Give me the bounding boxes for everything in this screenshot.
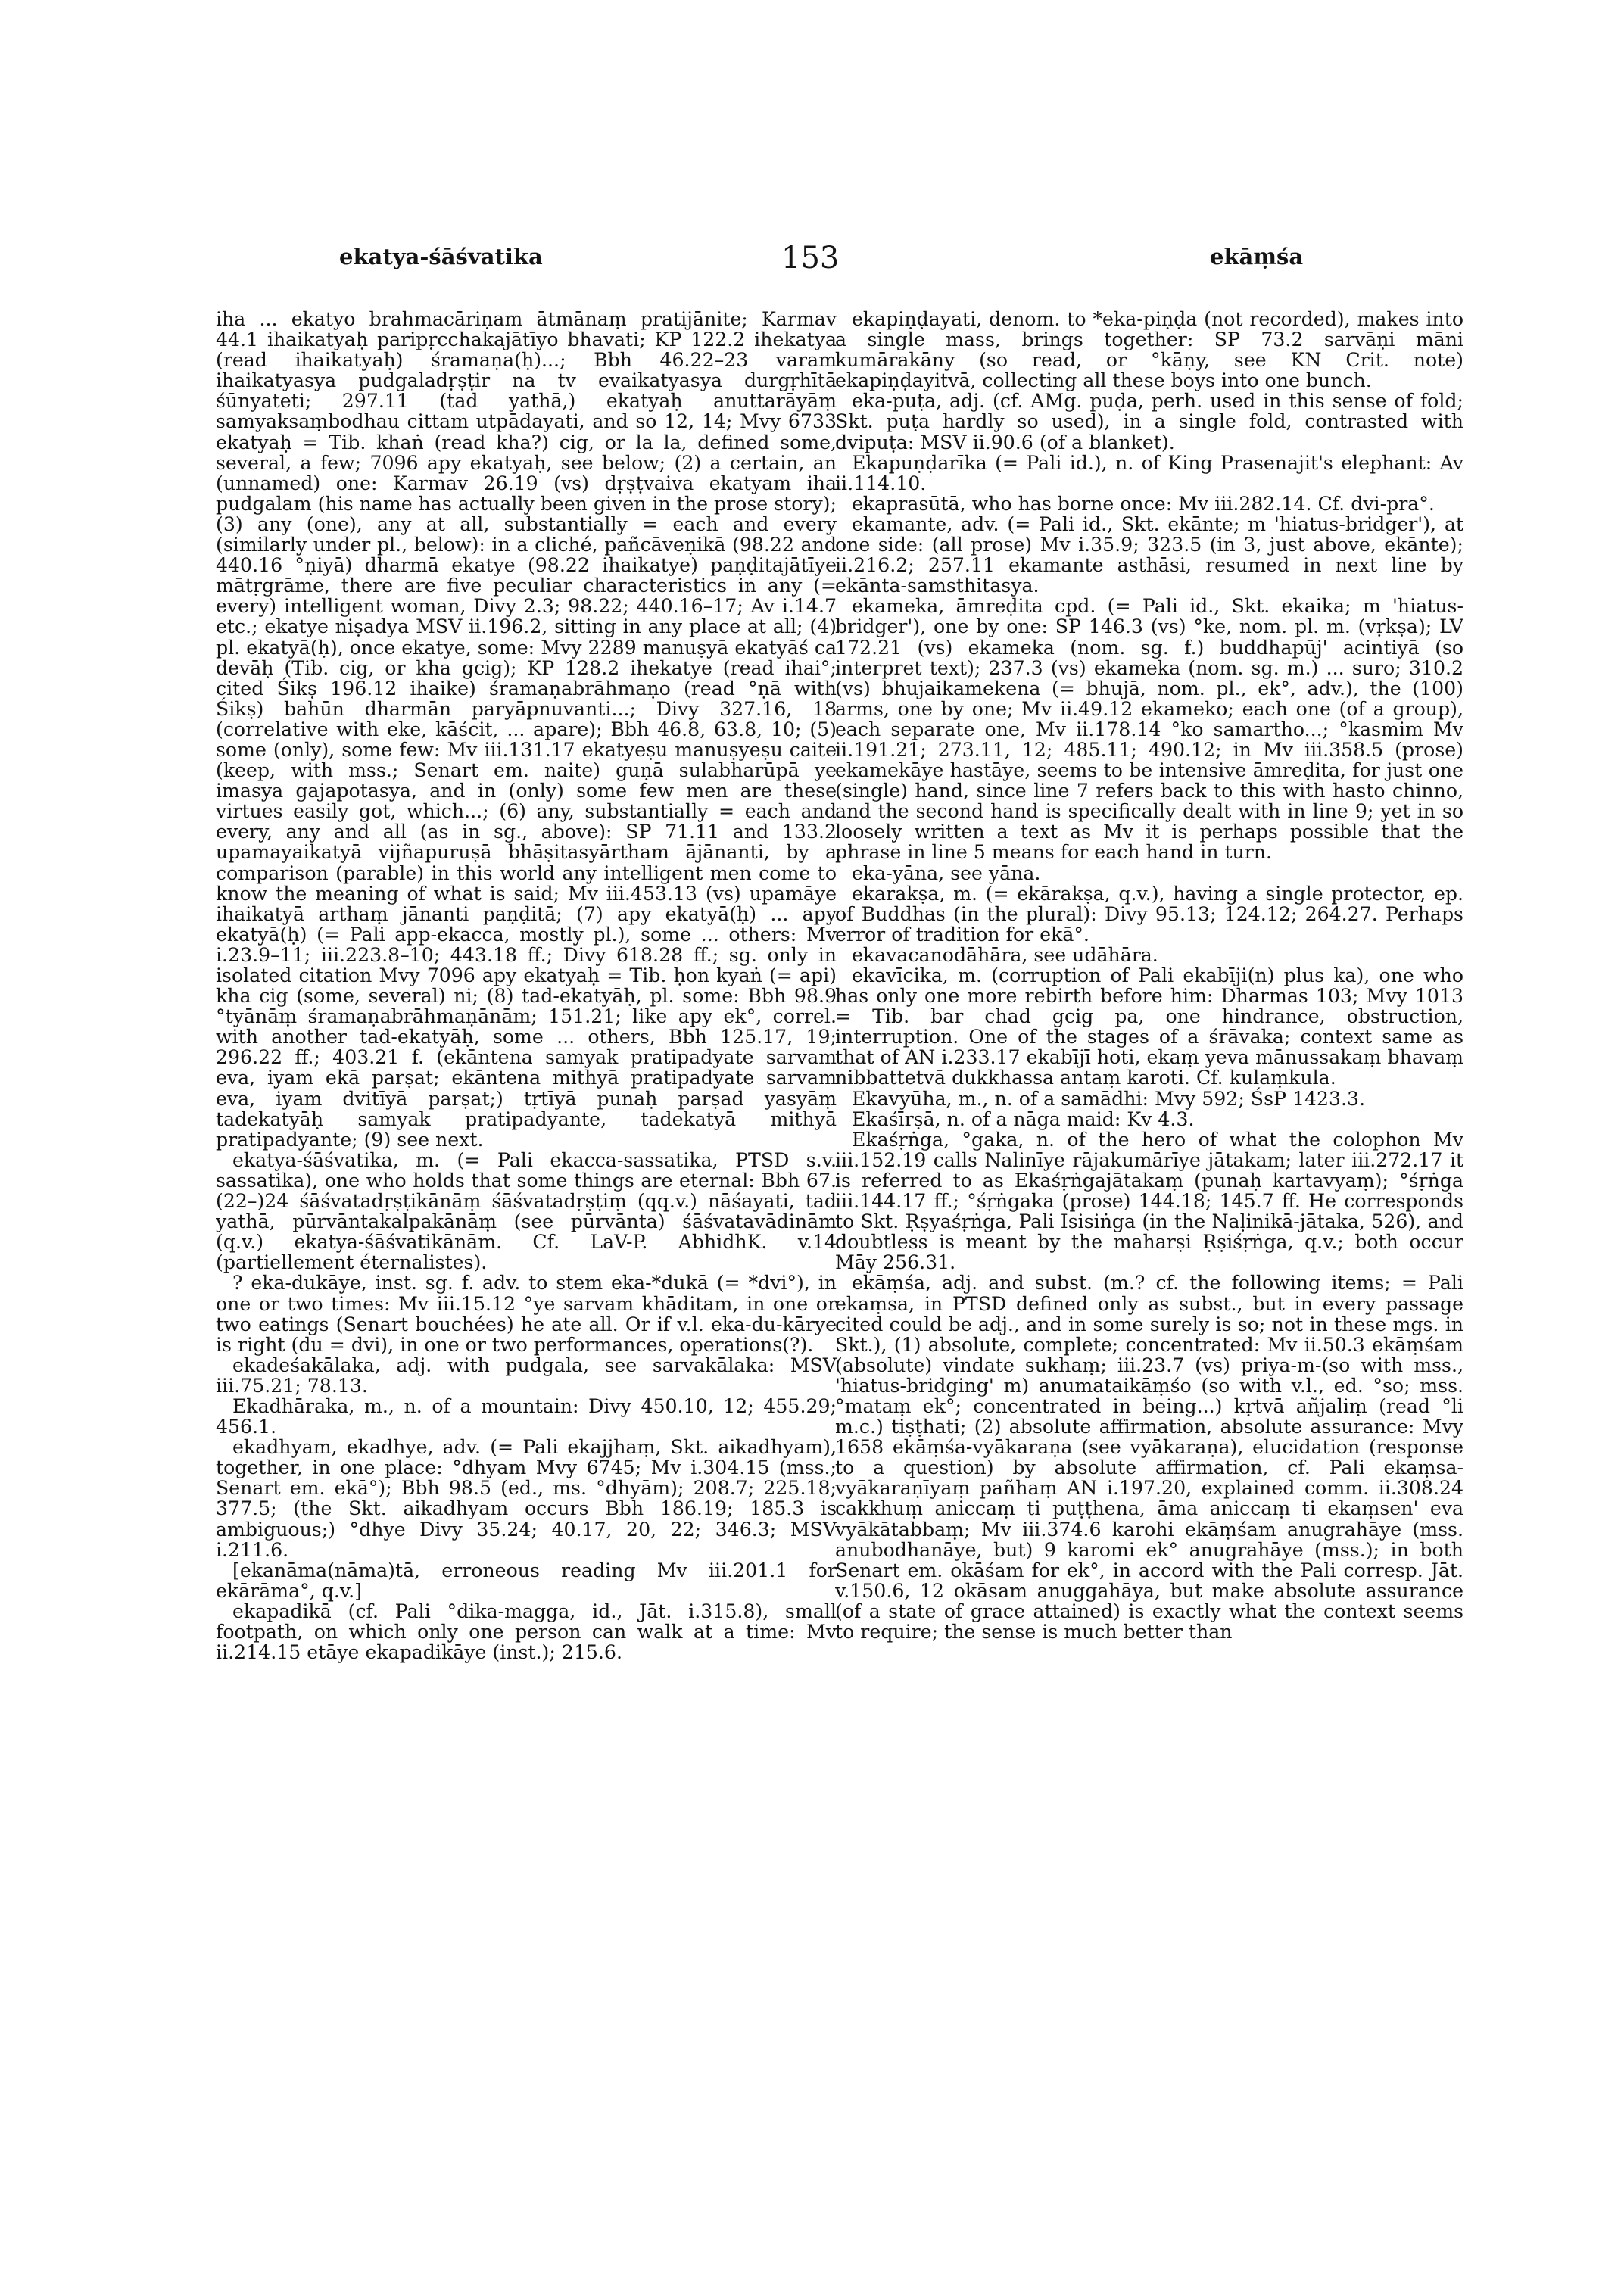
dictionary-entry: iha ... ekatyo brahmacāriṇam ātmānaṃ pratijānite; Karmav 44.1 ihaikatyaḥ paripṛcchakajātīyo bhavati; KP 122.2 ihekatya (read ihaikatyaḥ) śramaṇa(ḥ)...; Bbh 46.22–23 varam ihaikatyasya pudgaladṛṣṭir na tv evaikatyasya durgṛhītā śūnyateti; 297.11 (tad yathā,) ekatyaḥ anuttarāyāṃ samyaksaṃbodhau cittam utpādayati, and so 12, 14; Mvy 6733 ekatyaḥ = Tib. khaṅ (read kha?) cig, or la la, defined some, several, a few; 7096 apy ekatyaḥ, see below; (2) a certain, an (unnamed) one: Karmav 26.19 (vs) dṛṣṭvaiva ekatyam iha pudgalam (his name has actually been given in the prose story); (3) any (one), any at all, substantially = each and every (similarly under pl., below): in a cliché, pañcāveṇikā (98.22 and 440.16 °ṇiyā) dharmā ekatye (98.22 ihaikatye) paṇḍitajātīye mātṛgrāme, there are five peculiar characteristics in any (= every) intelligent woman, Divy 2.3; 98.22; 440.16–17; Av i.14.7 etc.; ekatye niṣadya MSV ii.196.2, sitting in any place at all; (4) pl. ekatyā(ḥ), once ekatye, some: Mvy 2289 manuṣyā ekatyāś ca devāḥ (Tib. cig, or kha gcig); KP 128.2 ihekatye (read ihai°; cited Śikṣ 196.12 ihaike) śramaṇabrāhmaṇo (read °ṇā with Śikṣ) bahūn dharmān paryāpnuvanti...; Divy 327.16, 18 (correlative with eke, kāścit, ... apare); Bbh 46.8, 63.8, 10; (5) some (only), some few: Mv iii.131.17 ekatyeṣu manuṣyeṣu caite (keep, with mss.; Senart em. naite) guṇā sulabharūpā ye imasya gajapotasya, and in (only) some few men are these virtues easily got, which...; (6) any, substantially = each and every, any and all (as in sg., above): SP 71.11 and 133.2 upamayaikatyā vijñapuruṣā bhāṣitasyārtham ājānanti, by a comparison (parable) in this world any intelligent men come to know the meaning of what is said; Mv iii.453.13 (vs) upamāye ihaikatyā arthaṃ jānanti paṇḍitā; (7) apy ekatyā(ḥ) ... apy ekatyā(ḥ) (= Pali app-ekacca, mostly pl.), some ... others: Mv i.23.9–11; iii.223.8–10; 443.18 ff.; Divy 618.28 ff.; sg. only in isolated citation Mvy 7096 apy ekatyaḥ = Tib. ḥon kyaṅ (= api) kha cig (some, several) ni; (8) tad-ekatyāḥ, pl. some: Bbh 98.9 °tyānāṃ śramaṇabrāhmaṇānām; 151.21; like apy ek°, correl. with another tad-ekatyāḥ, some ... others, Bbh 125.17, 19; 296.22 ff.; 403.21 f. (ekāntena samyak pratipadyate sarvam eva, iyam ekā parṣat; ekāntena mithyā pratipadyate sarvam eva, iyam dvitīyā parṣat;) tṛtīyā punaḥ parṣad yasyāṃ tadekatyāḥ samyak pratipadyante, tadekatyā mithyā pratipadyante; (9) see next. <box>216 309 837 1151</box>
dictionary-entry: ekāṃśa, adj. and subst. (m.? cf. the following items; = Pali ekaṃsa, in PTSD defined only as subst., but in every passage cited could be adj., and in some surely is so; not in these mgs. in Skt.), (1) absolute, complete; concentrated: Mv ii.50.3 ekāṃśam (absolute) vindate sukhaṃ; iii.23.7 (vs) priya-m-(so with mss., 'hiatus-bridging' m) anumataikāṃśo (so with v.l., ed. °so; mss. °mataṃ ek°; concentrated in being...) kṛtvā añjaliṃ (read °li m.c.) tiṣṭhati; (2) absolute affirmation, absolute assurance: Mvy 1658 ekāṃśa-vyākaraṇa (see vyākaraṇa), elucidation (response to a question) by absolute affirmation, cf. Pali ekaṃsa-vyākaraṇīyaṃ pañhaṃ AN i.197.20, explained comm. ii.308.24 cakkhuṃ aniccaṃ ti puṭṭhena, āma aniccaṃ ti ekaṃsen' eva vyākātabbaṃ; Mv iii.374.6 karohi ekāṃśam anugrahāye (mss. anubodhanāye, but) 9 karomi ek° anugrahāye (mss.); in both Senart em. okāśam for ek°, in accord with the Pali corresp. Jāt. v.150.6, 12 okāsam anuggahāya, but make absolute assurance (of a state of grace attained) is exactly what the context seems to require; the sense is much better than <box>835 1272 1463 1643</box>
dictionary-entry: ekapadikā (cf. Pali °dika-magga, id., Jāt. i.315.8), small footpath, on which only one person can walk at a time: Mv ii.214.15 etāye ekapadikāye (inst.); 215.6. <box>216 1600 837 1664</box>
dictionary-entry: Ekaśṛṅga, °gaka, n. of the hero of what the colophon Mv iii.152.19 calls Nalinīye rājakumārīye jātakam; later iii.272.17 it is referred to as Ekaśṛṅgajātakaṃ (punaḥ kartavyaṃ); °śṛṅga iii.144.17 ff.; °śṛṅgaka (prose) 144.18; 145.7 ff. He corresponds to Skt. Ṛṣyaśṛṅga, Pali Isisiṅga (in the Naḷinikā-jātaka, 526), and doubtless is meant by the maharṣi Ṛṣiśṛṅga, q.v.; both occur Māy 256.31. <box>835 1128 1463 1274</box>
dictionary-entry: ekaprasūtā, who has borne once: Mv iii.282.14. Cf. dvi-pra°. <box>852 492 1435 515</box>
dictionary-entry: ? eka-dukāye, inst. sg. f. adv. to stem eka-*dukā (= *dvi°), in one or two times: Mv iii.15.12 °ye sarvam khāditam, in one or two eatings (Senart bouchées) he ate all. Or if v.l. eka-du-kārye is right (du = dvi), in one or two performances, operations(?). <box>216 1272 837 1356</box>
dictionary-entry: Ekadhāraka, m., n. of a mountain: Divy 450.10, 12; 455.29; 456.1. <box>216 1394 837 1438</box>
dictionary-entry: ekadhyam, ekadhye, adv. (= Pali ekajjhaṃ, Skt. aikadhyam), together, in one place: °dhyam Mvy 6745; Mv i.304.15 (mss.; Senart em. ekā°); Bbh 98.5 (ed., ms. °dhyām); 208.7; 225.18; 377.5; (the Skt. aikadhyam occurs Bbh 186.19; 185.3 is ambiguous;) °dhye Divy 35.24; 40.17, 20, 22; 346.3; MSV i.211.6. <box>216 1436 837 1561</box>
header-right-guideword: ekāṃśa <box>1210 244 1304 269</box>
dictionary-entry: Ekapuṇḍarīka (= Pali id.), n. of King Prasenajit's elephant: Av ii.114.10. <box>835 451 1463 494</box>
right-column <box>835 309 1463 2186</box>
dictionary-entry: eka-puṭa, adj. (cf. AMg. puḍa, perh. used in this sense of fold; Skt. puṭa hardly so used), in a single fold, contrasted with dvipuṭa: MSV ii.90.6 (of a blanket). <box>835 390 1463 453</box>
left-column <box>216 309 837 2186</box>
dictionary-entry: ekavīcika, m. (corruption of Pali ekabīji(n) plus ka), one who has only one more rebirth before him: Dharmas 103; Mvy 1013 = Tib. bar chad gcig pa, one hindrance, obstruction, interruption. One of the stages of a śrāvaka; context same as that of AN i.233.17 ekabījī hoti, ekaṃ yeva mānussakaṃ bhavaṃ nibbattetvā dukkhassa antaṃ karoti. Cf. kulaṃkula. <box>835 964 1463 1089</box>
dictionary-entry: ekarakṣa, m. (= ekārakṣa, q.v.), having a single protector, ep. of Buddhas (in the plural): Divy 95.13; 124.12; 264.27. Perhaps error of tradition for ekā°. <box>835 882 1463 946</box>
dictionary-entry: ekapiṇḍayati, denom. to *eka-piṇḍa (not recorded), makes into a single mass, brings together: SP 73.2 sarvāṇi māni kumārakāny (so read, or °kāṇy, see KN Crit. note) ekapiṇḍayitvā, collecting all these boys into one bunch. <box>835 309 1463 392</box>
dictionary-entry: ekatya-śāśvatika, m. (= Pali ekacca-sassatika, PTSD s.v. sassatika), one who holds that some things are eternal: Bbh 67.(22–)24 śāśvatadṛṣṭikānāṃ śāśvatadṛṣṭiṃ (qq.v.) nāśayati, tad yathā, pūrvāntakalpakānāṃ (see pūrvānta) śāśvatavādinām (q.v.) ekatya-śāśvatikānām. Cf. LaV-P. AbhidhK. v.14 (partiellement éternalistes). <box>216 1148 837 1274</box>
dictionary-entry: ekamante, adv. (= Pali id., Skt. ekānte; m 'hiatus-bridger'), at one side: (all prose) Mv i.35.9; 323.5 (in 3, just above, ekānte); ii.216.2; 257.11 ekamante asthāsi, resumed in next line by ekānta-samsthitasya. <box>835 512 1463 597</box>
dictionary-entry: ekadeśakālaka, adj. with pudgala, see sarvakālaka: MSV iii.75.21; 78.13. <box>216 1354 837 1397</box>
dictionary-entry: eka-yāna, see yāna. <box>852 861 1041 884</box>
header-left-guideword: ekatya-śāśvatika <box>339 244 543 269</box>
dictionary-entry: Ekaśīrṣā, n. of a nāga maid: Kv 4.3. <box>852 1108 1195 1130</box>
page-number: 153 <box>781 241 840 276</box>
dictionary-entry: Ekavyūha, m., n. of a samādhi: Mvy 592; ŚsP 1423.3. <box>852 1087 1366 1110</box>
dictionary-entry: [ekanāma(nāma)tā, erroneous reading Mv iii.201.1 for ekārāma°, q.v.] <box>216 1559 837 1602</box>
running-header <box>0 241 1624 286</box>
dictionary-entry: ekavacanodāhāra, see udāhāra. <box>852 943 1158 966</box>
dictionary-entry: ekameka, āmreḍita cpd. (= Pali id., Skt. ekaika; m 'hiatus-bridger'), one by one: SP 146.3 (vs) °ke, nom. pl. m. (vṛkṣa); LV 172.21 (vs) ekameka (nom. sg. f.) buddhapūj' acintiyā (so interpret text); 237.3 (vs) ekameka (nom. sg. m.) ... suro; 310.2 (vs) bhujaikamekena (= bhujā, nom. pl., ek°, adv.), the (100) arms, one by one; Mv ii.49.12 ekameko; each one (of a group), each separate one, Mv ii.178.14 °ko samartho...; °kasmim Mv ii.191.21; 273.11, 12; 485.11; 490.12; in Mv iii.358.5 (prose) ekamekāye hastāye, seems to be intensive āmreḍita, for just one (single) hand, since line 7 refers back to this with hasto chinno, and the second hand is specifically dealt with in line 9; yet in so loosely written a text as Mv it is perhaps possible that the phrase in line 5 means for each hand in turn. <box>835 595 1463 864</box>
